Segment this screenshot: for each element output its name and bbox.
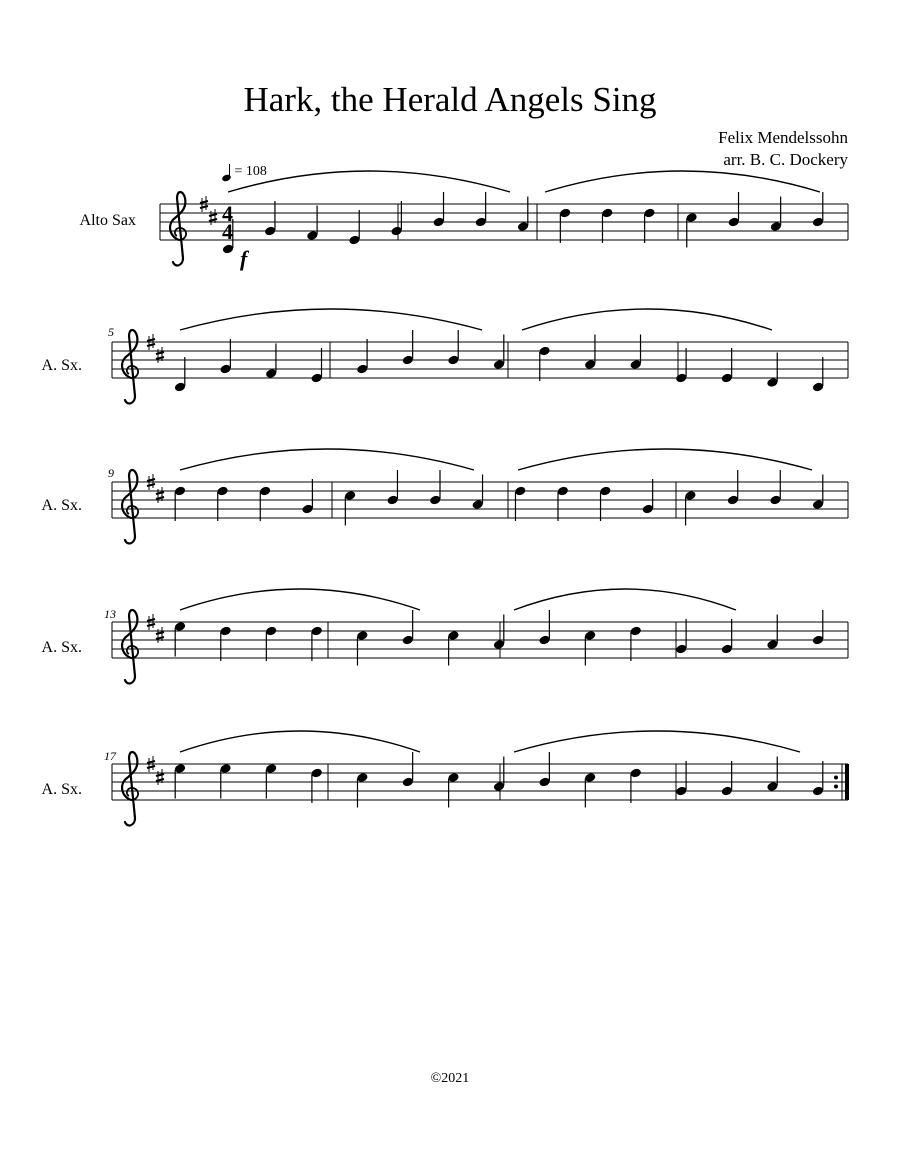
measure-number: 9 <box>108 466 114 480</box>
slur <box>545 171 820 192</box>
measure-number: 13 <box>104 607 116 621</box>
copyright-notice: ©2021 <box>430 1071 470 1086</box>
instrument-label-system-3: A. Sx. <box>41 497 82 514</box>
slur <box>180 449 474 470</box>
slur <box>514 731 800 752</box>
arranger-credit: arr. B. C. Dockery <box>723 150 848 169</box>
time-signature-numerator: 4 <box>222 201 233 226</box>
sharp-icon <box>156 347 164 363</box>
measure-number: 17 <box>104 749 116 763</box>
instrument-label-system-4: A. Sx. <box>41 639 82 656</box>
staff-system <box>112 449 848 543</box>
staff-system <box>160 171 848 265</box>
treble-clef-icon <box>170 192 186 265</box>
instrument-label-system-2: A. Sx. <box>41 357 82 374</box>
treble-clef-icon <box>122 330 138 403</box>
composer-credit: Felix Mendelssohn <box>718 128 848 147</box>
slur <box>518 449 812 470</box>
measure-number: 5 <box>108 325 114 339</box>
final-barline <box>845 764 849 800</box>
treble-clef-icon <box>122 610 138 683</box>
slur <box>180 731 420 752</box>
slur <box>180 589 420 610</box>
sharp-icon <box>156 627 164 643</box>
sharp-icon <box>209 209 217 225</box>
piece-title: Hark, the Herald Angels Sing <box>243 80 657 119</box>
staff-system <box>112 731 849 825</box>
staff-system <box>112 309 848 403</box>
treble-clef-icon <box>122 752 138 825</box>
slur <box>522 309 772 330</box>
repeat-dot <box>834 776 838 780</box>
time-signature-denominator: 4 <box>222 219 233 244</box>
instrument-label-system-1: Alto Sax <box>79 212 136 229</box>
sharp-icon <box>156 487 164 503</box>
staff-system <box>112 589 848 683</box>
slur <box>180 309 482 330</box>
dynamic-forte: f <box>240 246 248 271</box>
instrument-label-system-5: A. Sx. <box>41 781 82 798</box>
slur <box>514 589 736 610</box>
sharp-icon <box>156 769 164 785</box>
repeat-dot <box>834 785 838 789</box>
slur <box>228 171 510 192</box>
treble-clef-icon <box>122 470 138 543</box>
tempo-value: = 108 <box>234 164 267 179</box>
